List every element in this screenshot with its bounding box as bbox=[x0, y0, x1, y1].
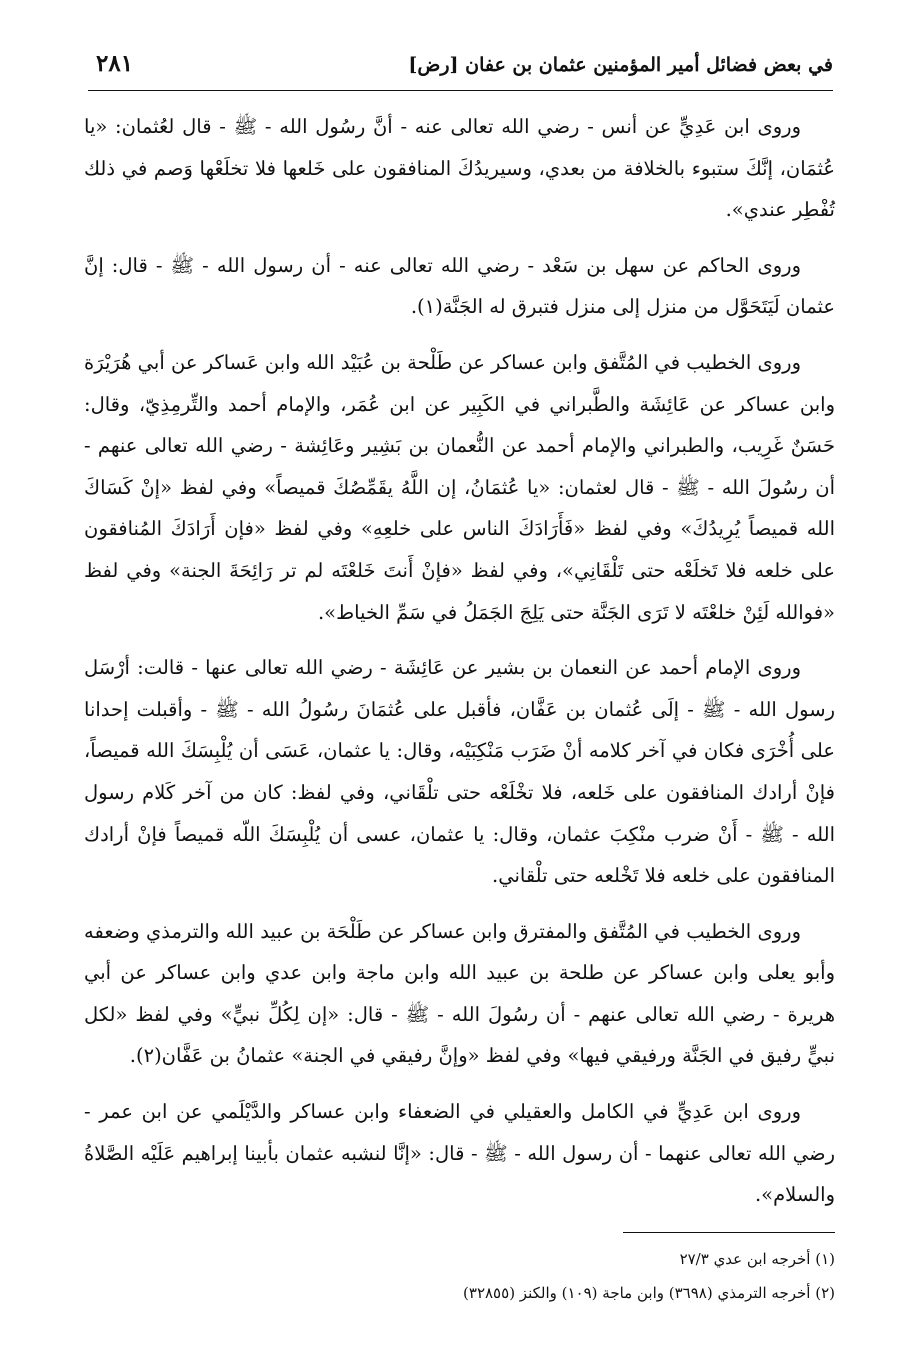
paragraph: وروى ابن عَدِيٍّ عن أنس - رضي الله تعالى عنه - أنَّ رسُول الله - ﷺ - قال لعُثمان: «يا عُثمَان، إنَّكَ ستبوء بالخلافة من بعدي، وسيريدُكَ المنافقون على خَلعها فلا تخلَعْها وَصم في ذلك تُفْطِر عندي». bbox=[84, 115, 835, 222]
paragraph: وروى الخطيب في المُتَّفق وابن عساكر عن طَلْحة بن عُبَيْد الله وابن عَساكر عن أبي هُرَيْرَة وابن عساكر عن عَائِشَة والطَّبراني في الكَبِير عن ابن عُمَر، والإمام أحمد والتِّرمِذِيّ، وقال: حَسَنٌ غَرِيب، والطبراني والإمام أحمد عن النُّعمان بن بَشِير وعَائِشة - رضي الله تعالى عنهم - أن رسُولَ الله - ﷺ - قال لعثمان: «يا عُثمَانُ، إن اللَّهُ يقَمِّصُكَ قميصاً» وفي لفظ «إنْ كَسَاكَ الله قميصاً يُرِيدُكَ» وفي لفظ «فَأَرَادَكَ الناس على خلعِهِ» وفي لفظ «فإن أَرَادَكَ المُنافقون على خلعه فلا تَخلَعْه حتى تَلْقَانِي»، وفي لفظ «فإنْ أَنتَ خَلعْتَه لم تر رَائِحَةَ الجنة» وفي لفظ «فوالله لَئِنْ خلعْتَه لا تَرَى الجَنَّة حتى يَلِجَ الجَمَلُ في سَمِّ الخياط». bbox=[84, 350, 835, 624]
footnote: (١) أخرجه ابن عدي ٢٧/٣ bbox=[679, 1250, 835, 1268]
header-divider bbox=[88, 90, 833, 91]
main-text bbox=[84, 106, 835, 1230]
running-header bbox=[88, 44, 833, 90]
footnotes bbox=[86, 1242, 835, 1310]
running-title: في بعض فضائل أمير المؤمنين عثمان بن عفان [رض] bbox=[408, 54, 833, 76]
page-number: ٢٨١ bbox=[96, 50, 134, 77]
paragraph: وروى ابن عَدِيٍّ في الكامل والعقيلي في الضعفاء وابن عساكر والدَّيْلَمي عن ابن عمر - رضي الله تعالى عنهما - أن رسول الله - ﷺ - قال: «إنَّا لنشبه عثمان بأبينا إبراهيم عَلَيْه الصَّلاةُ والسلام». bbox=[84, 1100, 835, 1207]
paragraph: وروى الخطيب في المُتَّفق والمفترق وابن عساكر عن طَلْحَة بن عبيد الله والترمذي وضعفه وأبو يعلى وابن عساكر عن طلحة بن عبيد الله وابن ماجة وابن عدي وابن عساكر عن أبي هريرة - رضي الله تعالى عنهم - أن رسُولَ الله - ﷺ - قال: «إن لِكُلِّ نبيٍّ» وفي لفظ «لكل نبيٍّ رفيق في الجَنَّة ورفيقي فيها» وفي لفظ «وإنَّ رفيقي في الجنة» عثمانُ بن عَفَّان(٢). bbox=[84, 919, 835, 1068]
footnote: (٢) أخرجه الترمذي (٣٦٩٨) وابن ماجة (١٠٩) والكنز (٣٢٨٥٥) bbox=[463, 1284, 835, 1302]
paragraph: وروى الإمام أحمد عن النعمان بن بشير عن عَائِشَة - رضي الله تعالى عنها - قالت: أرْسَل رسول الله - ﷺ - إلَى عُثمان بن عَفَّان، فأقبل على عُثمَانَ رسُولُ الله - ﷺ - وأقبلت إحدانا على أُخْرَى فكان في آخر كلامه أنْ ضَرَب مَنْكِبَيْه، وقال: يا عثمان، عَسَى أن يُلْبِسَكَ الله قميصاً، فإنْ أرادك المنافقون على خَلعه، فلا تخْلَعْه حتى تلْقَاني، وفي لفظ: كان من آخر كَلام رسول الله - ﷺ - أَنْ ضرب منْكِبَ عثمان، وقال: يا عثمان، عسى أن يُلْبِسَكَ اللّه قميصاً فإنْ أرادك المنافقون على خلعه فلا تَخْلعه حتى تلْقاني. bbox=[84, 656, 835, 888]
footnote-divider bbox=[623, 1232, 835, 1233]
paragraph: وروى الحاكم عن سهل بن سَعْد - رضي الله تعالى عنه - أن رسول الله - ﷺ - قال: إنَّ عثمان لَيَتَحَوَّل من منزل إلى منزل فتبرق له الجَنَّة(١). bbox=[84, 253, 835, 319]
